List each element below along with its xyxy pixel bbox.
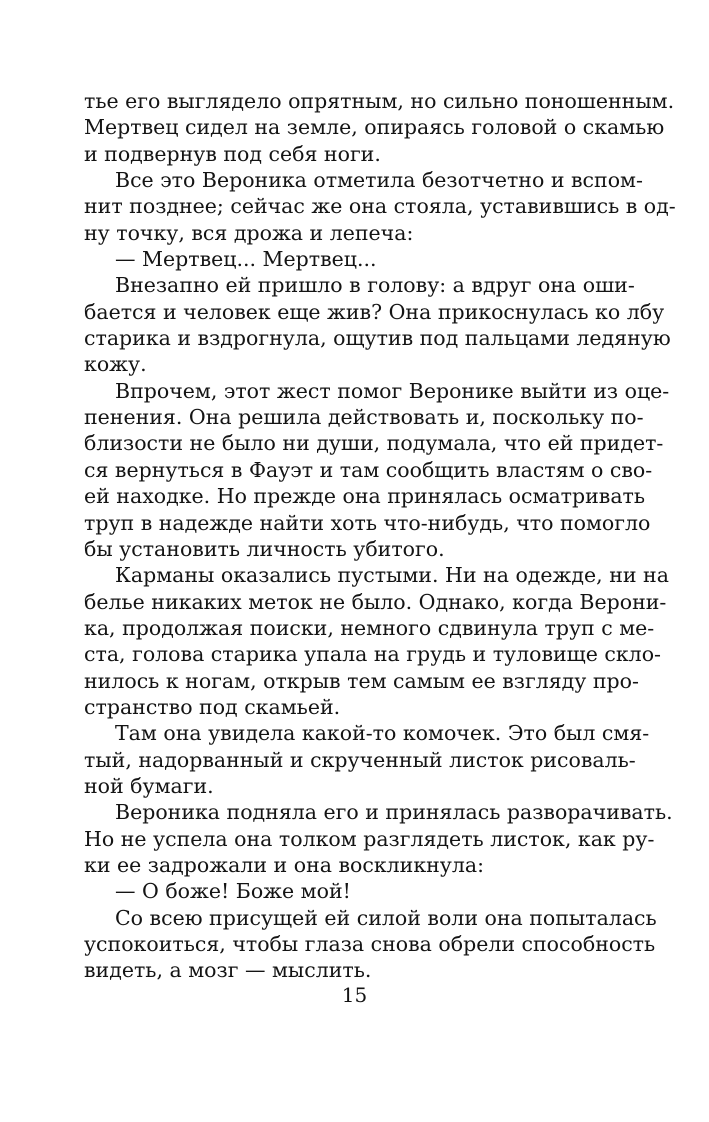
text-line: ста, голова старика упала на грудь и туловище скло- xyxy=(84,642,661,667)
text-line: Со всею присущей ей силой воли она попыталась xyxy=(115,905,657,930)
text-line: Внезапно ей пришло в голову: а вдруг она оши- xyxy=(115,273,635,298)
text-line: видеть, а мозг — мыслить. xyxy=(84,958,372,983)
page-body-text xyxy=(84,88,676,984)
page-number: 15 xyxy=(341,983,368,1007)
text-line: нилось к ногам, открыв тем самым ее взгляду про- xyxy=(84,668,639,693)
text-line: ка, продолжая поиски, немного сдвинула труп с ме- xyxy=(84,615,655,640)
text-line: старика и вздрогнула, ощутив под пальцами ледяную xyxy=(84,326,671,351)
text-line: ся вернуться в Фауэт и там сообщить властям о сво- xyxy=(84,457,653,482)
text-line: ной бумаги. xyxy=(84,773,214,798)
text-line: Мертвец сидел на земле, опираясь головой о скамью xyxy=(84,115,665,140)
text-line: бы установить личность убитого. xyxy=(84,536,445,561)
text-line: тье его выглядело опрятным, но сильно поношенным. xyxy=(84,89,675,113)
text-line: белье никаких меток не было. Однако, когда Верони- xyxy=(84,589,667,614)
text-line: Впрочем, этот жест помог Веронике выйти из оце- xyxy=(115,378,670,403)
text-line: ей находке. Но прежде она принялась осматривать xyxy=(84,484,646,509)
text-line: тый, надорванный и скрученный листок рисоваль- xyxy=(84,747,636,772)
text-line: ну точку, вся дрожа и лепеча: xyxy=(84,220,414,245)
text-line: ки ее задрожали и она воскликнула: xyxy=(84,852,485,877)
text-line: — Мертвец... Мертвец... xyxy=(115,247,377,272)
text-line: Все это Вероника отметила безотчетно и вспом- xyxy=(115,168,643,193)
text-line: Но не успела она толком разглядеть листок, как ру- xyxy=(84,826,655,851)
text-line: бается и человек еще жив? Она прикоснулась ко лбу xyxy=(84,299,665,324)
text-line: странство под скамьей. xyxy=(84,694,341,719)
text-line: близости не было ни души, подумала, что ей придет- xyxy=(84,431,664,456)
text-line: нит позднее; сейчас же она стояла, уставившись в од- xyxy=(84,194,676,219)
text-line: и подвернув под себя ноги. xyxy=(84,141,381,166)
text-line: труп в надежде найти хоть что-нибудь, что помогло xyxy=(84,510,651,535)
text-line: кожу. xyxy=(84,352,147,377)
text-line: Вероника подняла его и принялась разворачивать. xyxy=(115,800,673,825)
text-line: пенения. Она решила действовать и, поскольку по- xyxy=(84,405,644,430)
text-line: — О боже! Боже мой! xyxy=(115,879,351,904)
text-line: Там она увидела какой-то комочек. Это был смя- xyxy=(115,721,650,746)
text-line: успокоиться, чтобы глаза снова обрели способность xyxy=(84,932,656,956)
text-line: Карманы оказались пустыми. Ни на одежде, ни на xyxy=(115,563,669,588)
